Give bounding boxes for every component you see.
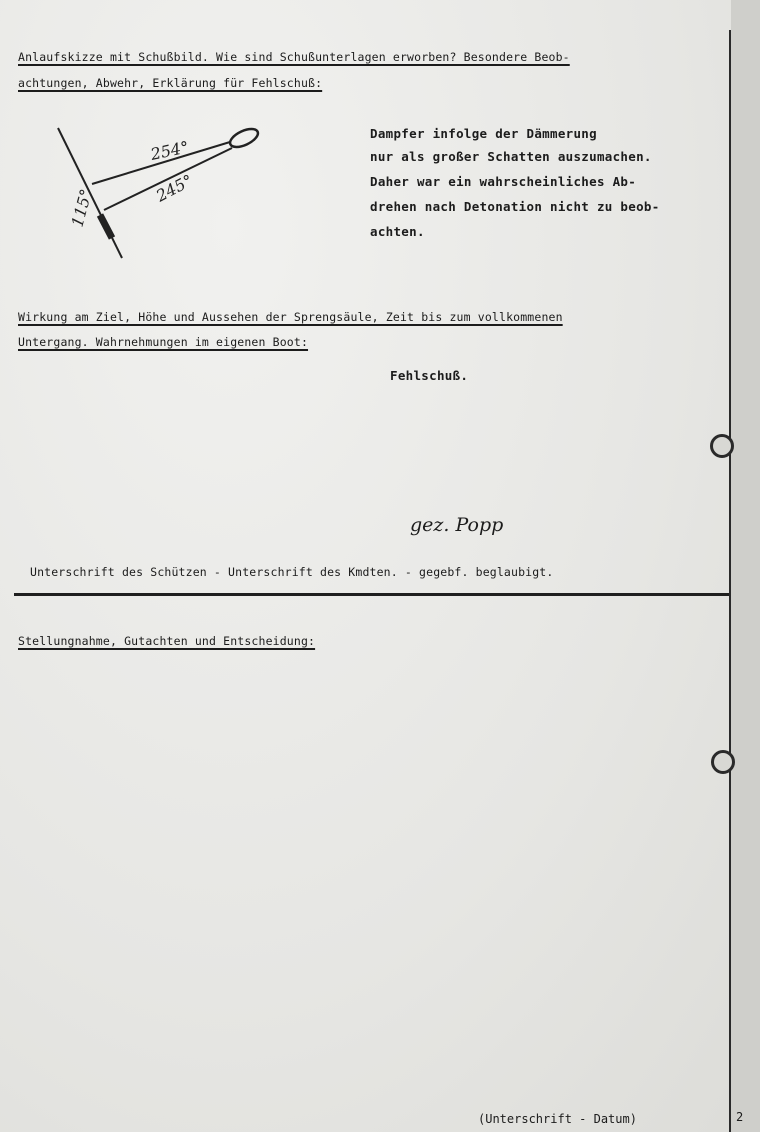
section2-heading-line1: Wirkung am Ziel, Höhe und Aussehen der Sprengsäule, Zeit bis zum vollkommenen (18, 310, 563, 324)
handwritten-signature: gez. Popp (410, 514, 504, 536)
angle-label-side: 115° (67, 186, 96, 230)
remark-line: Dampfer infolge der Dämmerung (370, 126, 597, 141)
own-boat-mark (100, 215, 112, 238)
margin-line (729, 30, 731, 1132)
signature-label: Unterschrift des Schützen - Unterschrift des Kmdten. - gegebf. beglaubigt. (30, 565, 554, 579)
remark-line: nur als großer Schatten auszumachen. (370, 149, 652, 164)
page-number-mark: 2 (736, 1110, 744, 1124)
footer-signature-date: (Unterschrift - Datum) (478, 1112, 637, 1126)
section2-heading-line2: Untergang. Wahrnehmungen im eigenen Boot: (18, 335, 309, 349)
punch-hole-upper (710, 434, 734, 458)
punch-hole-lower (711, 750, 735, 774)
section1-heading-line2: achtungen, Abwehr, Erklärung für Fehlschuß: (18, 76, 323, 90)
angle-label-lower: 245° (152, 170, 196, 206)
target-ship-icon (227, 125, 260, 150)
angle-label-upper: 254° (148, 137, 191, 164)
remark-line: achten. (370, 224, 425, 239)
section1-heading-line1: Anlaufskizze mit Schußbild. Wie sind Schußunterlagen erworben? Besondere Beob- (18, 50, 570, 64)
result-text: Fehlschuß. (390, 368, 469, 383)
remark-line: Daher war ein wahrscheinliches Ab- (370, 174, 637, 189)
section3-heading: Stellungnahme, Gutachten und Entscheidung: (18, 634, 316, 648)
remark-line: drehen nach Detonation nicht zu beob- (370, 199, 660, 214)
page-edge-strip (731, 0, 760, 1132)
approach-sketch (50, 120, 280, 265)
section-divider (14, 593, 729, 596)
